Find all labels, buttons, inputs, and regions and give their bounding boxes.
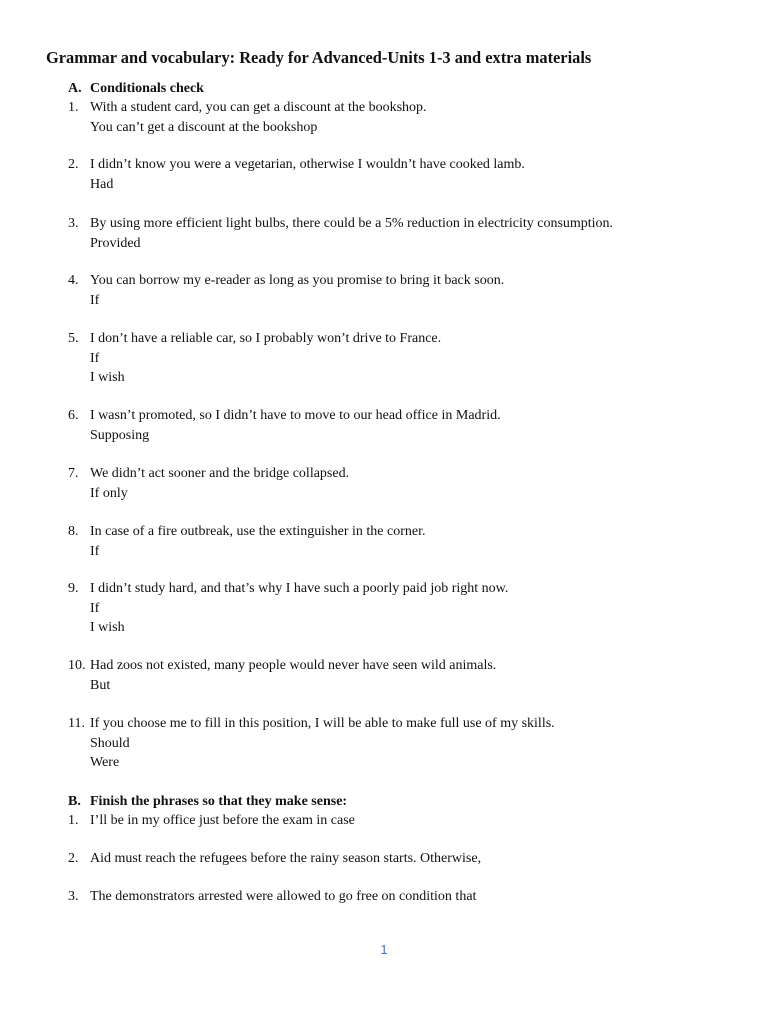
item-sentence: I’ll be in my office just before the exam in case: [90, 813, 355, 828]
item-prompt: Were: [90, 755, 120, 770]
section-a-item-3: [68, 214, 613, 253]
item-number: 3.: [68, 889, 79, 904]
item-prompt: If: [90, 292, 100, 308]
item-number: 4.: [68, 273, 79, 288]
item-number: 6.: [68, 408, 79, 423]
section-a-item-8: [68, 522, 425, 561]
item-number: 1.: [68, 100, 79, 115]
section-a-item-10: [68, 656, 496, 695]
item-sentence: I wasn’t promoted, so I didn’t have to move to our head office in Madrid.: [90, 408, 501, 423]
item-number: 7.: [68, 466, 79, 481]
section-a-item-9: [68, 579, 508, 638]
item-prompt: Had: [90, 176, 114, 192]
item-sentence: We didn’t act sooner and the bridge collapsed.: [90, 466, 350, 481]
item-number: 8.: [68, 524, 79, 539]
item-sentence: I didn’t know you were a vegetarian, otherwise I wouldn’t have cooked lamb.: [90, 157, 525, 172]
item-prompt: If: [90, 350, 100, 366]
item-prompt: I wish: [90, 620, 125, 635]
page-title: Grammar and vocabulary: Ready for Advanced-Units 1-3 and extra materials: [46, 48, 592, 67]
section-a-item-4: [68, 271, 504, 310]
item-sentence: Had zoos not existed, many people would never have seen wild animals.: [90, 658, 497, 673]
section-a-letter: A.: [68, 81, 82, 96]
section-b-item-2: [68, 849, 481, 869]
item-sentence: I don’t have a reliable car, so I probably won’t drive to France.: [90, 331, 442, 346]
section-a-title: Conditionals check: [90, 81, 204, 96]
item-sentence: I didn’t study hard, and that’s why I have such a poorly paid job right now.: [90, 581, 509, 596]
section-b-letter: B.: [68, 794, 81, 809]
section-a-heading: [68, 79, 204, 98]
section-b-title: Finish the phrases so that they make sense:: [90, 794, 348, 809]
item-number: 11.: [68, 716, 85, 731]
item-prompt: Supposing: [90, 427, 150, 443]
section-a-item-7: [68, 464, 349, 503]
item-sentence: In case of a fire outbreak, use the extinguisher in the corner.: [90, 524, 426, 539]
item-number: 2.: [68, 851, 79, 866]
section-b-item-3: [68, 887, 476, 907]
item-prompt: If: [90, 600, 100, 616]
item-sentence: The demonstrators arrested were allowed to go free on condition that: [90, 889, 477, 904]
item-sentence: If you choose me to fill in this position, I will be able to make full use of my skills.: [90, 716, 555, 731]
item-number: 9.: [68, 581, 79, 596]
item-number: 10.: [68, 658, 86, 673]
item-prompt: If: [90, 543, 100, 559]
item-prompt: I wish: [90, 370, 125, 385]
item-sentence: With a student card, you can get a discount at the bookshop.: [90, 100, 427, 115]
item-prompt: If only: [90, 485, 128, 501]
section-a-item-2: [68, 155, 525, 194]
item-prompt: You can’t get a discount at the bookshop: [90, 119, 318, 135]
item-sentence: By using more efficient light bulbs, there could be a 5% reduction in electricity consumption.: [90, 216, 614, 231]
item-number: 2.: [68, 157, 79, 172]
item-number: 3.: [68, 216, 79, 231]
item-prompt: But: [90, 677, 111, 693]
item-sentence: Aid must reach the refugees before the rainy season starts. Otherwise,: [90, 851, 482, 866]
section-a-item-1: [68, 98, 427, 137]
section-b-item-1: [68, 811, 355, 831]
section-a-item-11: [68, 714, 555, 773]
item-sentence: You can borrow my e-reader as long as you promise to bring it back soon.: [90, 273, 505, 288]
item-number: 1.: [68, 813, 79, 828]
item-number: 5.: [68, 331, 79, 346]
item-prompt: Provided: [90, 235, 141, 251]
page-number: 1: [380, 942, 388, 957]
section-a-item-5: [68, 329, 441, 388]
item-prompt: Should: [90, 735, 130, 751]
section-a-item-6: [68, 406, 501, 445]
section-b-heading: [68, 792, 347, 811]
